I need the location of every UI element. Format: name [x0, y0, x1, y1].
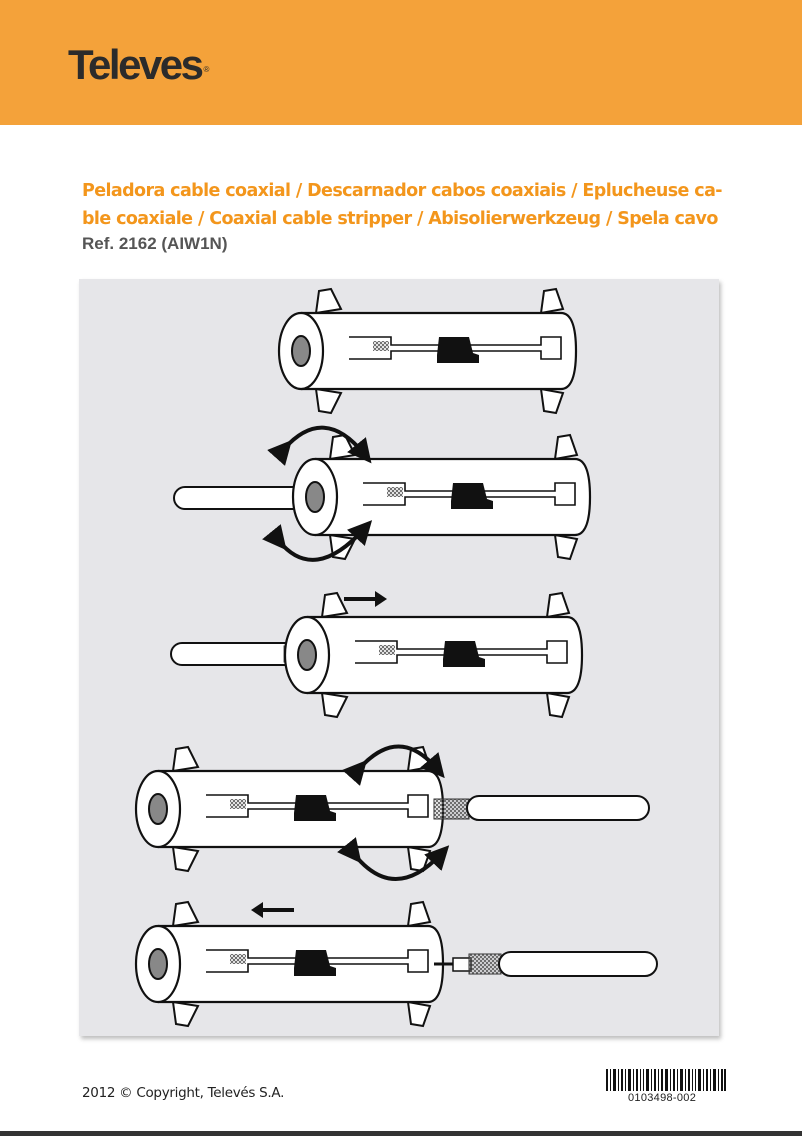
cable-step-4	[434, 796, 649, 820]
cable-step-2	[174, 487, 304, 509]
copyright-text: 2012 © Copyright, Televés S.A.	[82, 1085, 285, 1101]
brand-logo: Televes ®	[68, 41, 210, 88]
tool-step-1	[279, 289, 576, 413]
header-band	[0, 0, 802, 125]
barcode-number: 0103498-002	[628, 1092, 697, 1104]
tool-step-2	[293, 435, 590, 559]
stripper-illustration	[79, 279, 719, 1036]
reference-code: Ref. 2162 (AIW1N)	[82, 234, 228, 253]
tool-step-4	[136, 747, 443, 871]
title-line-1: Peladora cable coaxial / Descarnador cabos coaxiais / Eplucheuse ca-	[82, 181, 722, 201]
title-line-2: ble coaxiale / Coaxial cable stripper / Abisolierwerkzeug / Spela cavo	[82, 209, 718, 229]
instruction-panel	[79, 279, 719, 1036]
page-title	[82, 177, 742, 233]
barcode-image	[606, 1069, 726, 1091]
push-arrow-step-3	[344, 591, 387, 607]
tool-step-5	[136, 902, 443, 1026]
cable-step-5	[434, 952, 657, 976]
pull-arrow-step-5	[251, 902, 294, 918]
footer-rule	[0, 1131, 802, 1136]
tool-step-3	[285, 593, 582, 717]
